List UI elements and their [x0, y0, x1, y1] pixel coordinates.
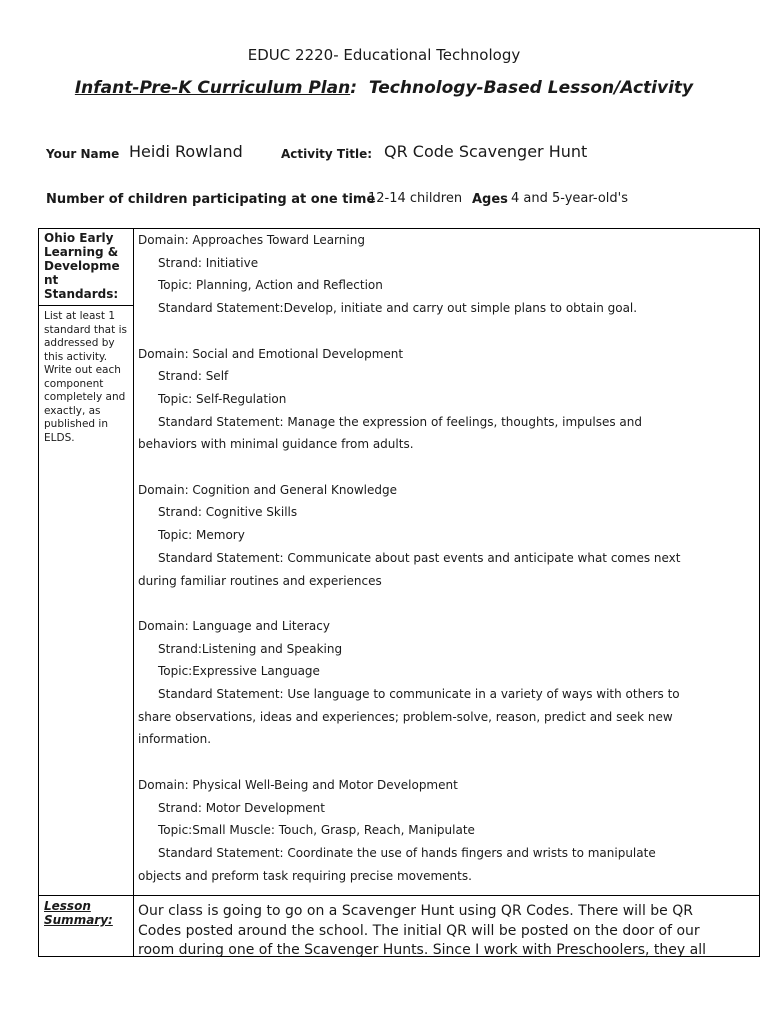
standards-instructions: List at least 1 standard that is addressed by this activity. Write out each component completely and exactly, as published in ELDS.	[39, 305, 133, 445]
strand-line: Strand: Self	[158, 369, 229, 384]
standard-statement-line: Standard Statement: Communicate about past events and anticipate what comes next	[158, 550, 681, 565]
domain-line: Domain: Cognition and General Knowledge	[138, 482, 397, 497]
lesson-summary-heading: Lesson Summary:	[44, 899, 113, 928]
lesson-summary-line: Codes posted around the school. The initial QR will be posted on the door of our	[138, 922, 700, 939]
activity-title-value: QR Code Scavenger Hunt	[384, 142, 588, 161]
plan-title	[0, 78, 768, 98]
standard-statement-line: Standard Statement:Develop, initiate and carry out simple plans to obtain goal.	[158, 301, 638, 316]
lesson-summary-label-cell	[39, 896, 134, 957]
standard-statement-line: behaviors with minimal guidance from adults.	[138, 437, 414, 452]
standard-statement-line: objects and preform task requiring precise movements.	[138, 868, 472, 883]
curriculum-table	[38, 228, 760, 957]
topic-line: Topic: Self-Regulation	[158, 391, 287, 406]
spacer	[138, 592, 755, 615]
plan-title-colon: :	[350, 78, 358, 98]
topic-line: Topic:Expressive Language	[158, 664, 320, 679]
standards-label-cell	[39, 229, 134, 896]
standard-statement-line: share observations, ideas and experiences; problem-solve, reason, predict and seek new	[138, 709, 673, 724]
standards-list	[134, 229, 759, 895]
domain-line: Domain: Physical Well-Being and Motor Development	[138, 777, 458, 792]
standards-row	[39, 229, 760, 896]
plan-title-part2: Technology-Based Lesson/Activity	[357, 78, 694, 98]
your-name-label: Your Name	[46, 147, 120, 161]
strand-line: Strand: Motor Development	[158, 800, 325, 815]
strand-line: Strand:Listening and Speaking	[158, 641, 343, 656]
standard-statement-line: during familiar routines and experiences	[138, 573, 382, 588]
lesson-summary-text	[134, 896, 759, 956]
standard-statement-line: Standard Statement: Coordinate the use of hands fingers and wrists to manipulate	[158, 845, 656, 860]
num-children-value: 12-14 children	[368, 191, 463, 206]
activity-title-label: Activity Title:	[281, 147, 373, 161]
topic-line: Topic: Planning, Action and Reflection	[158, 278, 383, 293]
ages-value: 4 and 5-year-old's	[511, 191, 628, 206]
lesson-summary-content-cell	[134, 896, 760, 957]
num-children-label: Number of children participating at one time	[46, 192, 376, 207]
course-title: EDUC 2220- Educational Technology	[247, 46, 521, 64]
ages-label: Ages	[472, 192, 508, 207]
domain-line: Domain: Approaches Toward Learning	[138, 233, 365, 247]
lesson-summary-row	[39, 896, 760, 957]
your-name-value: Heidi Rowland	[129, 142, 243, 161]
spacer	[138, 751, 755, 774]
topic-line: Topic: Memory	[158, 528, 245, 543]
spacer	[138, 320, 755, 343]
standards-heading: Ohio Early Learning & Developme nt Standards:	[44, 231, 120, 301]
strand-line: Strand: Cognitive Skills	[158, 505, 298, 520]
topic-line: Topic:Small Muscle: Touch, Grasp, Reach, Manipulate	[158, 823, 475, 838]
standard-statement-line: Standard Statement: Manage the expression of feelings, thoughts, impulses and	[158, 414, 643, 429]
standard-statement-line: Standard Statement: Use language to communicate in a variety of ways with others to	[158, 687, 680, 702]
standard-statement-line: information.	[138, 732, 212, 747]
plan-title-part1: Infant-Pre-K Curriculum Plan	[74, 78, 351, 98]
domain-line: Domain: Social and Emotional Development	[138, 346, 404, 361]
domain-line: Domain: Language and Literacy	[138, 618, 330, 633]
lesson-summary-line: room during one of the Scavenger Hunts. Since I work with Preschoolers, they all	[138, 942, 706, 957]
strand-line: Strand: Initiative	[158, 255, 259, 270]
lesson-summary-line: Our class is going to go on a Scavenger Hunt using QR Codes. There will be QR	[138, 903, 693, 920]
standards-content-cell	[134, 229, 760, 896]
spacer	[138, 456, 755, 479]
